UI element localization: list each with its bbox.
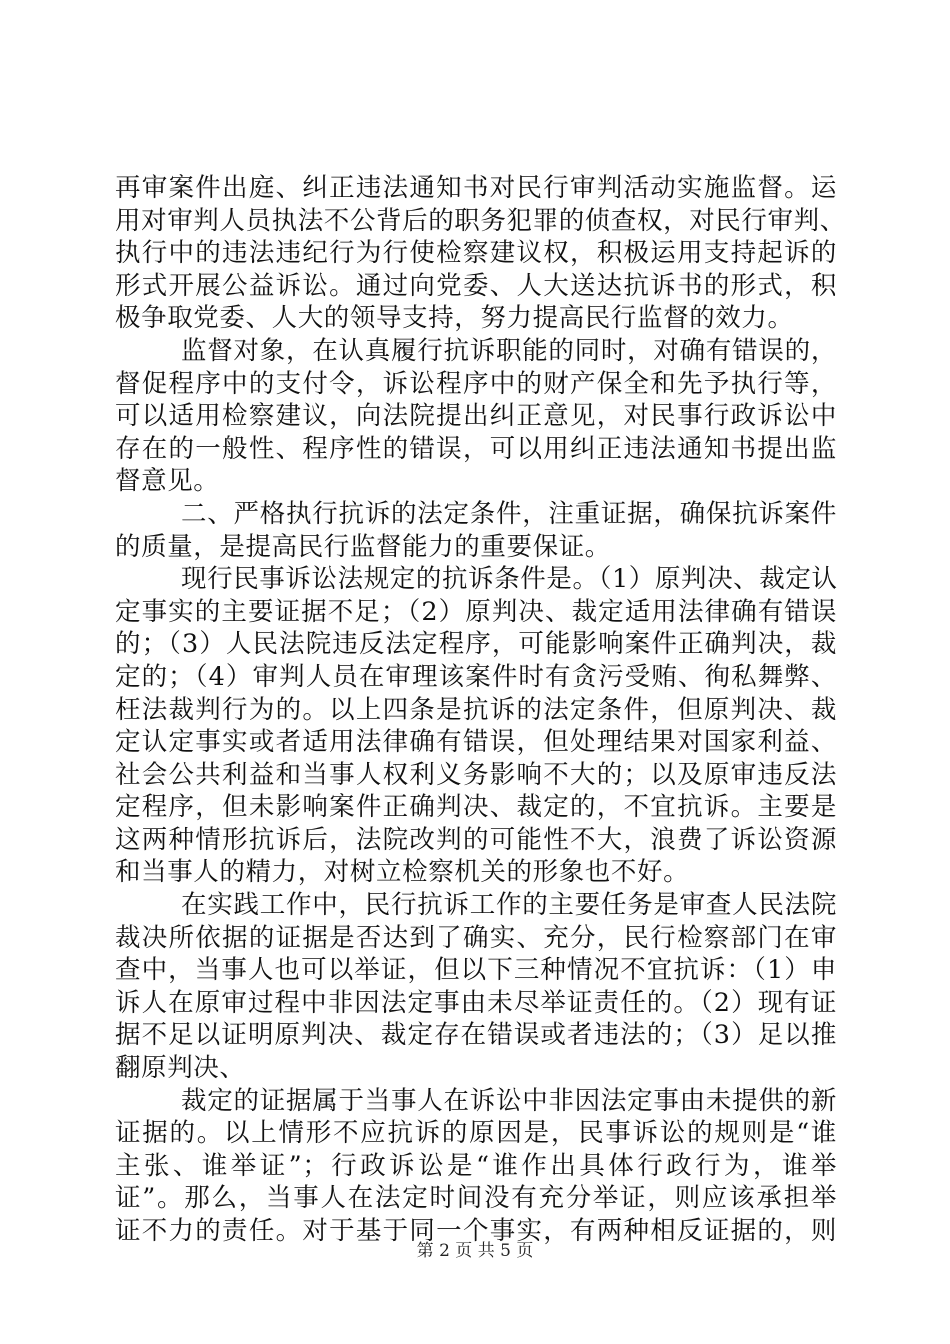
text-line: 这两种情形抗诉后，法院改判的可能性不大，浪费了诉讼资源 bbox=[115, 824, 837, 855]
text-line: 在实践工作中，民行抗诉工作的主要任务是审查人民法院 bbox=[181, 890, 837, 921]
text-line: 可以适用检察建议，向法院提出纠正意见，对民事行政诉讼中 bbox=[115, 401, 837, 432]
text-line: 查中，当事人也可以举证，但以下三种情况不宜抗诉：（1）申 bbox=[115, 955, 837, 986]
text-line: 社会公共利益和当事人权利义务影响不大的；以及原审违反法 bbox=[115, 759, 837, 790]
text-line: 证据的。以上情形不应抗诉的原因是，民事诉讼的规则是“谁 bbox=[115, 1118, 837, 1149]
text-line: 现行民事诉讼法规定的抗诉条件是。（1）原判决、裁定认 bbox=[181, 564, 838, 595]
page-number-footer: 第 2 页 共 5 页 bbox=[416, 1241, 534, 1261]
text-line: 证”。那么，当事人在法定时间没有充分举证，则应该承担举 bbox=[115, 1183, 837, 1214]
text-line: 执行中的违法违纪行为行使检察建议权，积极运用支持起诉的 bbox=[115, 238, 837, 269]
text-line: 主张、谁举证”；行政诉讼是“谁作出具体行政行为，谁举 bbox=[115, 1150, 837, 1181]
text-line: 二、严格执行抗诉的法定条件，注重证据，确保抗诉案件 bbox=[181, 498, 837, 529]
text-line: 形式开展公益诉讼。通过向党委、人大送达抗诉书的形式，积 bbox=[115, 270, 837, 301]
text-line: 据不足以证明原判决、裁定存在错误或者违法的；（3）足以推 bbox=[115, 1020, 837, 1051]
text-line: 定的；（4）审判人员在审理该案件时有贪污受贿、徇私舞弊、 bbox=[115, 661, 837, 692]
text-line: 证不力的责任。对于基于同一个事实，有两种相反证据的，则 bbox=[115, 1216, 837, 1246]
text-line: 枉法裁判行为的。以上四条是抗诉的法定条件，但原判决、裁 bbox=[115, 694, 837, 725]
text-line: 和当事人的精力，对树立检察机关的形象也不好。 bbox=[115, 857, 690, 888]
text-line: 翻原判决、 bbox=[115, 1053, 246, 1084]
text-line: 监督对象，在认真履行抗诉职能的同时，对确有错误的， bbox=[181, 335, 837, 366]
text-line: 督意见。 bbox=[115, 466, 220, 497]
document-body bbox=[115, 172, 846, 1248]
text-line: 存在的一般性、程序性的错误，可以用纠正违法通知书提出监 bbox=[115, 433, 837, 464]
text-line: 用对审判人员执法不公背后的职务犯罪的侦查权，对民行审判、 bbox=[115, 205, 846, 236]
text-line: 定程序，但未影响案件正确判决、裁定的，不宜抗诉。主要是 bbox=[115, 792, 837, 823]
text-line: 督促程序中的支付令，诉讼程序中的财产保全和先予执行等， bbox=[115, 368, 837, 399]
text-line: 极争取党委、人大的领导支持，努力提高民行监督的效力。 bbox=[115, 303, 794, 334]
text-line: 裁决所依据的证据是否达到了确实、充分，民行检察部门在审 bbox=[115, 922, 837, 953]
text-line: 定事实的主要证据不足；（2）原判决、裁定适用法律确有错误 bbox=[115, 596, 837, 627]
text-line: 裁定的证据属于当事人在诉讼中非因法定事由未提供的新 bbox=[181, 1085, 837, 1116]
text-line: 再审案件出庭、纠正违法通知书对民行审判活动实施监督。运 bbox=[115, 173, 837, 203]
text-line: 的质量，是提高民行监督能力的重要保证。 bbox=[115, 531, 611, 562]
text-line: 定认定事实或者适用法律确有错误，但处理结果对国家利益、 bbox=[115, 727, 837, 758]
text-line: 诉人在原审过程中非因法定事由未尽举证责任的。（2）现有证 bbox=[115, 987, 837, 1018]
text-line: 的；（3）人民法院违反法定程序，可能影响案件正确判决，裁 bbox=[115, 629, 837, 660]
